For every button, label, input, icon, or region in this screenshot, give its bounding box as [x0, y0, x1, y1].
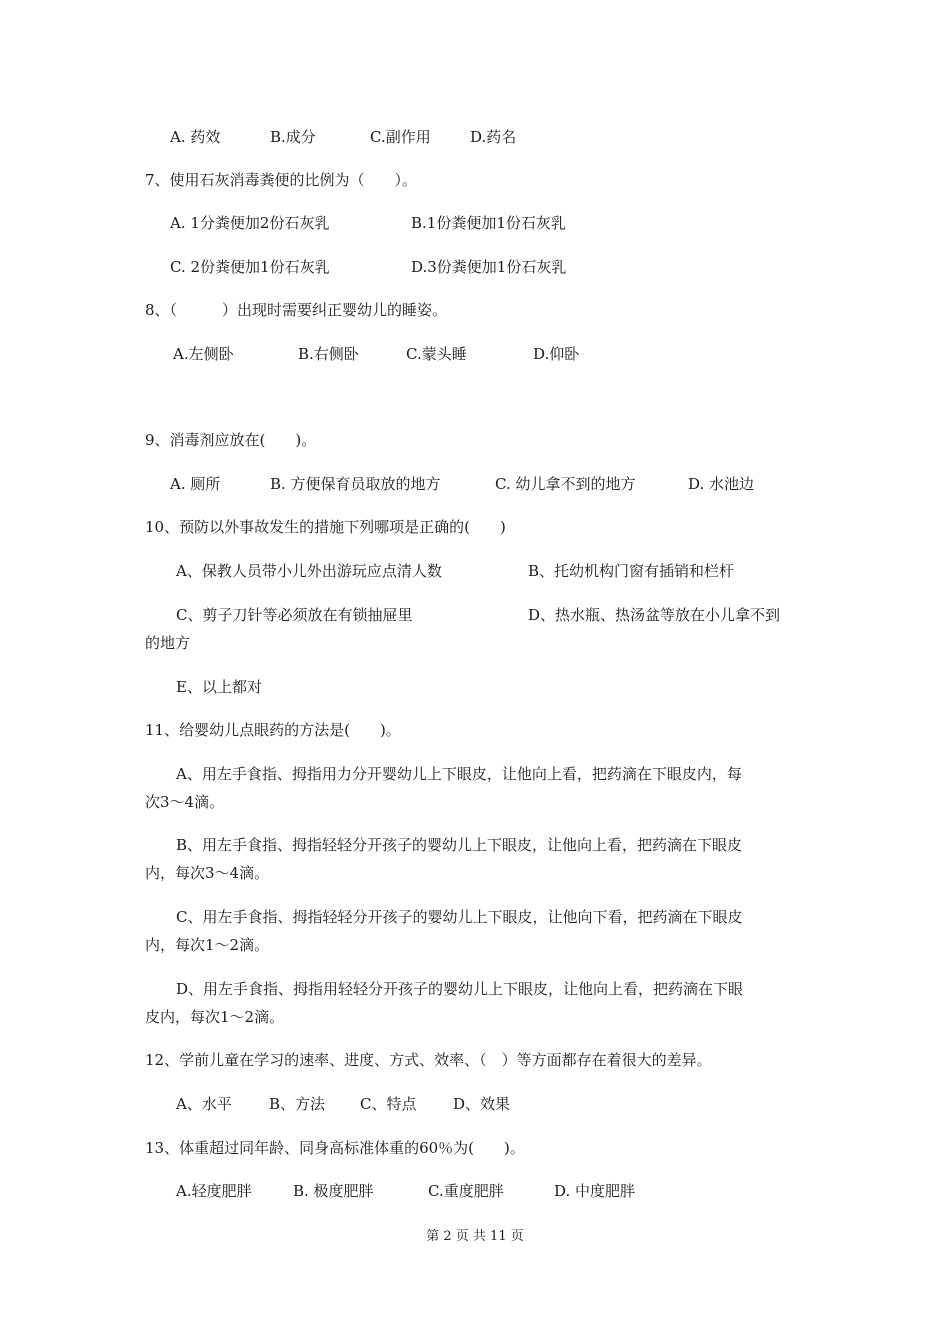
q6-option-b: B.成分 — [270, 128, 316, 146]
q11-option-c-line2: 内，每次1～2滴。 — [145, 936, 270, 954]
q11-option-c-line1: C、用左手食指、拇指轻轻分开孩子的婴幼儿上下眼皮，让他向下看，把药滴在下眼皮 — [176, 908, 743, 926]
question-13-stem: 13、体重超过同年龄、同身高标准体重的60％为( )。 — [145, 1139, 525, 1157]
q13-option-c: C.重度肥胖 — [428, 1182, 504, 1200]
q10-option-e: E、以上都对 — [176, 678, 262, 696]
q9-option-b: B. 方便保育员取放的地方 — [270, 475, 441, 493]
q12-option-d: D、效果 — [453, 1095, 511, 1113]
question-10-stem: 10、预防以外事故发生的措施下列哪项是正确的( ) — [145, 518, 506, 536]
q8-option-a: A.左侧卧 — [173, 345, 234, 363]
question-8-stem: 8、（ ）出现时需要纠正婴幼儿的睡姿。 — [145, 301, 448, 319]
q11-option-a-line1: A、用左手食指、拇指用力分开婴幼儿上下眼皮，让他向上看，把药滴在下眼皮内，每 — [176, 765, 742, 783]
q6-option-c: C.副作用 — [370, 128, 431, 146]
q6-option-d: D.药名 — [470, 128, 517, 146]
q6-option-a: A. 药效 — [170, 128, 221, 146]
q13-option-d: D. 中度肥胖 — [554, 1182, 636, 1200]
question-12-stem: 12、学前儿童在学习的速率、进度、方式、效率、（ ）等方面都存在着很大的差异。 — [145, 1051, 712, 1069]
q11-option-d-line1: D、用左手食指、拇指用轻轻分开孩子的婴幼儿上下眼皮，让他向上看，把药滴在下眼 — [176, 980, 744, 998]
q9-option-c: C. 幼儿拿不到的地方 — [495, 475, 636, 493]
q9-option-a: A. 厕所 — [170, 475, 221, 493]
q13-option-b: B. 极度肥胖 — [293, 1182, 374, 1200]
q7-option-c: C. 2份粪便加1份石灰乳 — [170, 258, 330, 276]
q10-option-a: A、保教人员带小儿外出游玩应点清人数 — [176, 562, 442, 580]
q8-option-b: B.右侧卧 — [298, 345, 359, 363]
q9-option-d: D. 水池边 — [688, 475, 755, 493]
q10-option-b: B、托幼机构门窗有插销和栏杆 — [528, 562, 735, 580]
page-footer: 第 2 页 共 11 页 — [426, 1229, 524, 1244]
question-7-stem: 7、使用石灰消毒粪便的比例为（ ）。 — [145, 171, 418, 189]
q7-option-a: A. 1分粪便加2份石灰乳 — [170, 214, 330, 232]
q11-option-b-line2: 内，每次3～4滴。 — [145, 864, 270, 882]
q10-option-d: D、热水瓶、热汤盆等放在小儿拿不到 — [528, 606, 781, 624]
q12-option-a: A、水平 — [176, 1095, 232, 1113]
q12-option-c: C、特点 — [360, 1095, 417, 1113]
q13-option-a: A.轻度肥胖 — [176, 1182, 252, 1200]
q7-option-d: D.3份粪便加1份石灰乳 — [411, 258, 567, 276]
q7-option-b: B.1份粪便加1份石灰乳 — [411, 214, 566, 232]
q8-option-d: D.仰卧 — [533, 345, 580, 363]
q12-option-b: B、方法 — [269, 1095, 326, 1113]
q11-option-a-line2: 次3～4滴。 — [145, 793, 225, 811]
q10-option-d-continued: 的地方 — [145, 634, 191, 652]
question-11-stem: 11、给婴幼儿点眼药的方法是( )。 — [145, 721, 401, 739]
q8-option-c: C.蒙头睡 — [406, 345, 467, 363]
q11-option-d-line2: 皮内，每次1～2滴。 — [145, 1008, 285, 1026]
q11-option-b-line1: B、用左手食指、拇指轻轻分开孩子的婴幼儿上下眼皮，让他向上看，把药滴在下眼皮 — [176, 836, 743, 854]
q10-option-c: C、剪子刀针等必须放在有锁抽屉里 — [176, 606, 413, 624]
question-9-stem: 9、消毒剂应放在( )。 — [145, 431, 317, 449]
